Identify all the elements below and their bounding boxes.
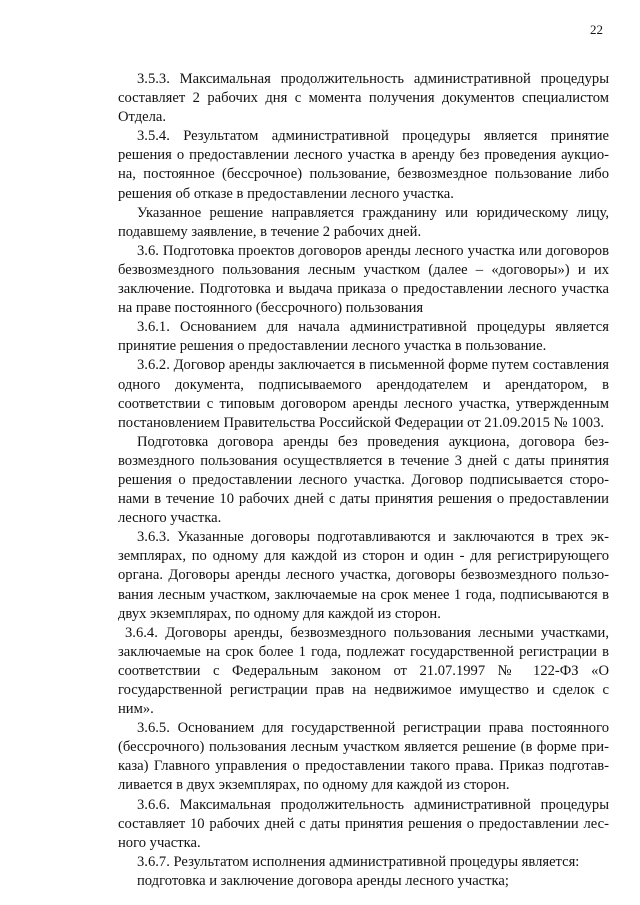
page-number: 22 bbox=[590, 22, 603, 37]
paragraph-3-5-4: 3.5.4. Результатом административной процедуры является принятие решения о предоставлении лесного участка в аренду без проведения аукциона, постоянное (бессрочное) пользование, безвозмездное пользование либо решения об отказе в предоставлении лесного участка. bbox=[118, 128, 609, 202]
paragraph-3-6-6: 3.6.6. Максимальная продолжительность административной процедуры составляет 10 рабочих дней с даты принятия решения о предоставлении лесного участка. bbox=[118, 796, 609, 851]
paragraph-3-6-5: 3.6.5. Основанием для государственной регистрации права постоянного (бессрочного) пользования лесным участком является решение (в форме приказа) Главного управления о предоставлении такого права. Приказ подготавливается в двух экземплярах, по одному для каждой из сторон. bbox=[118, 720, 609, 794]
paragraph-3-5-3: 3.5.3. Максимальная продолжительность административной процедуры составляет 2 рабочих дня с момента получения документов специалистом Отдела. bbox=[118, 71, 609, 126]
paragraph-3-6-1: 3.6.1. Основанием для начала административной процедуры является принятие решения о предоставлении лесного участка в пользование. bbox=[118, 319, 609, 355]
paragraph-3-6: 3.6. Подготовка проектов договоров аренды лесного участка или договоров безвозмездного пользования лесным участком (далее – «договоры») и их заключение. Подготовка и выдача приказа о предоставлении лесного участка на праве постоянного (бессрочного) пользования bbox=[118, 242, 609, 317]
paragraph-3-6-3: 3.6.3. Указанные договоры подготавливаются и заключаются в трех экземплярах, по одному для каждой из сторон и один - для регистрирующего органа. Договоры аренды лесного участка, договоры безвозмездного пользования лесным участком, заключаемые на срок менее 1 года, подписываются в двух экземплярах, по одному для каждой из сторон. bbox=[118, 529, 609, 622]
paragraph-result-item: подготовка и заключение договора аренды лесного участка; bbox=[137, 872, 509, 889]
document-body bbox=[118, 70, 609, 891]
paragraph-contract-preparation: Подготовка договора аренды без проведения аукциона, договора безвозмездного пользования осуществляется в течение 3 дней с даты принятия решения о предоставлении лесного участка. Договор подписывается сторонами в течение 10 рабочих дней с даты принятия решения о предоставлении лесного участка. bbox=[118, 433, 609, 527]
paragraph-3-6-2: 3.6.2. Договор аренды заключается в письменной форме путем составления одного документа, подписываемого арендодателем и арендатором, в соответствии с типовым договором аренды лесного участка, утвержденным постановлением Правительства Российской Федерации от 21.09.2015 № 1003. bbox=[118, 357, 609, 431]
paragraph-3-6-7: 3.6.7. Результатом исполнения административной процедуры является: bbox=[137, 853, 580, 870]
paragraph-decision-sent: Указанное решение направляется гражданину или юридическому лицу, подавшему заявление, в течение 2 рабочих дней. bbox=[118, 204, 609, 240]
paragraph-3-6-4: 3.6.4. Договоры аренды, безвозмездного пользования лесными участками, заключаемые на срок более 1 года, подлежат государственной регистрации в соответствии с Федеральным законом от 21.07.1997 № 122-ФЗ «О государственной регистрации прав на недвижимое имущество и сделок с ним». bbox=[118, 624, 609, 718]
